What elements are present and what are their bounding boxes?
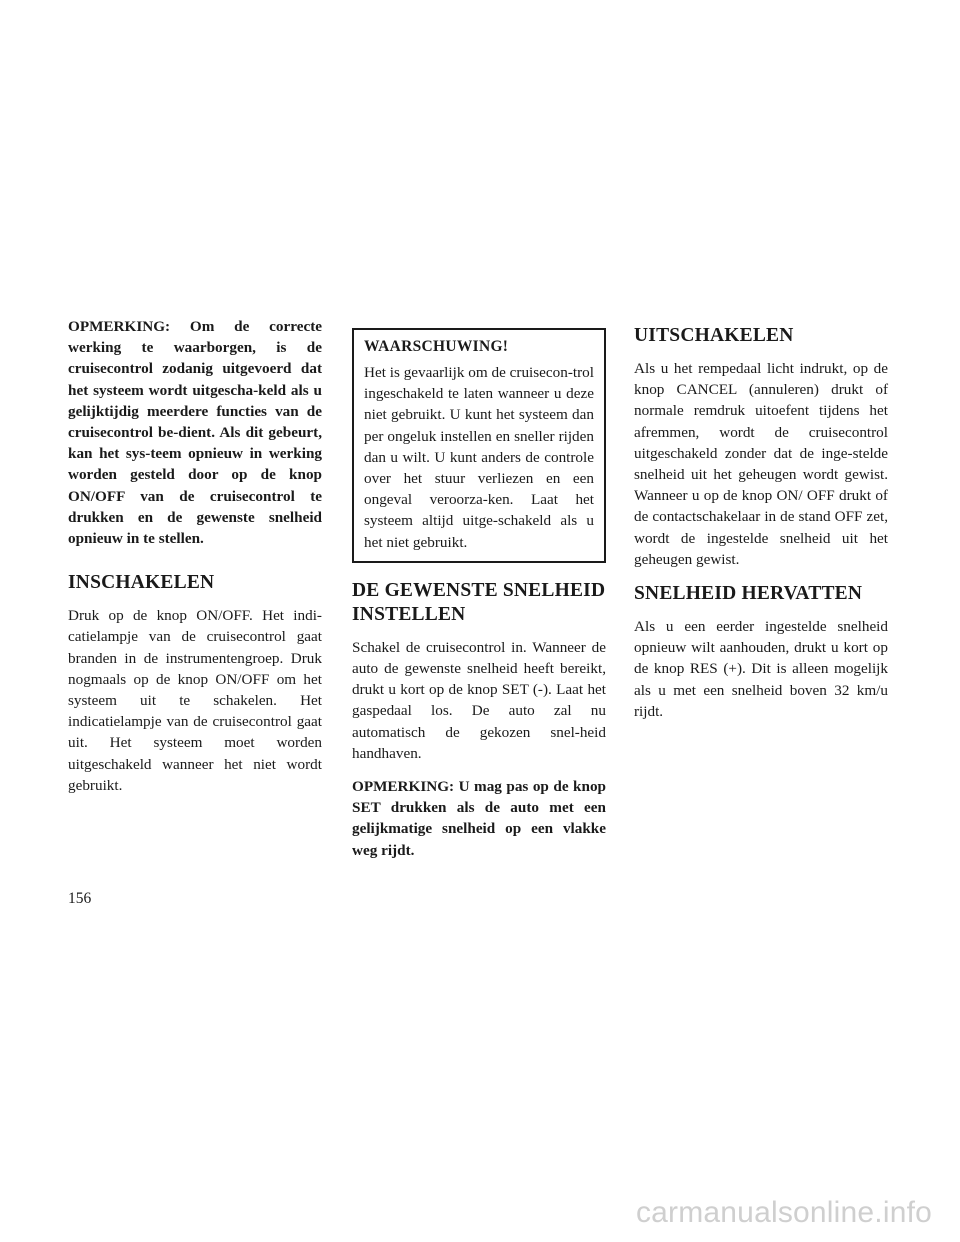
- column-right: [634, 316, 888, 722]
- paragraph-snelheid-instellen: Schakel de cruisecontrol in. Wanneer de auto de gewenste snelheid heeft bereikt, drukt u kort op de knop SET (-). Laat het gaspedaal los. De auto zal nu automatisch de gekozen snel-heid handhaven.: [352, 638, 606, 762]
- watermark: carmanualsonline.info: [635, 1196, 932, 1229]
- heading-snelheid-hervatten: SNELHEID HERVATTEN: [634, 583, 863, 605]
- column-middle: [352, 316, 606, 861]
- heading-snelheid-instellen: DE GEWENSTE SNELHEID INSTELLEN: [352, 579, 606, 625]
- paragraph-snelheid-hervatten: Als u een eerder ingestelde snelheid opnieuw wilt aanhouden, drukt u kort op de knop RES (+). Dit is alleen mogelijk als u met een snelheid boven 32 km/u rijdt.: [634, 618, 888, 720]
- warning-title: WAARSCHUWING!: [364, 338, 509, 355]
- paragraph-uitschakelen: Als u het rempedaal licht indrukt, op de knop CANCEL (annuleren) drukt of normale remdruk uitoefent tijdens het afremmen, wordt de cruisecontrol uitgeschakeld zonder dat de inge-stelde snelheid uit het geheugen wordt gewist. Wanneer u op de knop ON/ OFF drukt of de contactschakelaar in de stand OFF zet, wordt de ingestelde snelheid uit het geheugen gewist.: [634, 360, 888, 568]
- warning-text: Het is gevaarlijk om de cruisecon-trol ingeschakeld te laten wanneer u deze niet gebruikt. U kunt het systeem dan per ongeluk instellen en sneller rijden dan u wilt. U kunt anders de controle over het stuur verliezen en een ongeval veroorza-ken. Laat het systeem altijd uitge-schakeld als u het niet gebruikt.: [364, 364, 594, 551]
- warning-box: [352, 328, 606, 563]
- heading-inschakelen: INSCHAKELEN: [68, 572, 215, 594]
- note-set-button: OPMERKING: U mag pas op de knop SET drukken als de auto met een gelijkmatige snelheid op een vlakke weg rijdt.: [352, 778, 606, 859]
- paragraph-inschakelen: Druk op de knop ON/OFF. Het indi-catielampje van de cruisecontrol gaat branden in de instrumentengroep. Druk nogmaals op de knop ON/OFF om het systeem uit te schakelen. Het indicatielampje van de cruisecontrol gaat uit. Het systeem moet worden uitgeschakeld wanneer het niet wordt gebruikt.: [68, 607, 322, 794]
- page-number: 156: [68, 890, 92, 907]
- note-multiple-functions: OPMERKING: Om de correcte werking te waarborgen, is de cruisecontrol zodanig uitgevoerd dat het systeem wordt uitgescha-keld als u gelijktijdig meerdere functies van de cruisecontrol be-dient. Als dit gebeurt, kan het sys-teem opnieuw in werking worden gesteld door op de knop ON/OFF van de cruisecontrol te drukken en de gewenste snelheid opnieuw in te stellen.: [68, 318, 322, 548]
- column-left: [68, 316, 322, 796]
- heading-uitschakelen: UITSCHAKELEN: [634, 325, 794, 346]
